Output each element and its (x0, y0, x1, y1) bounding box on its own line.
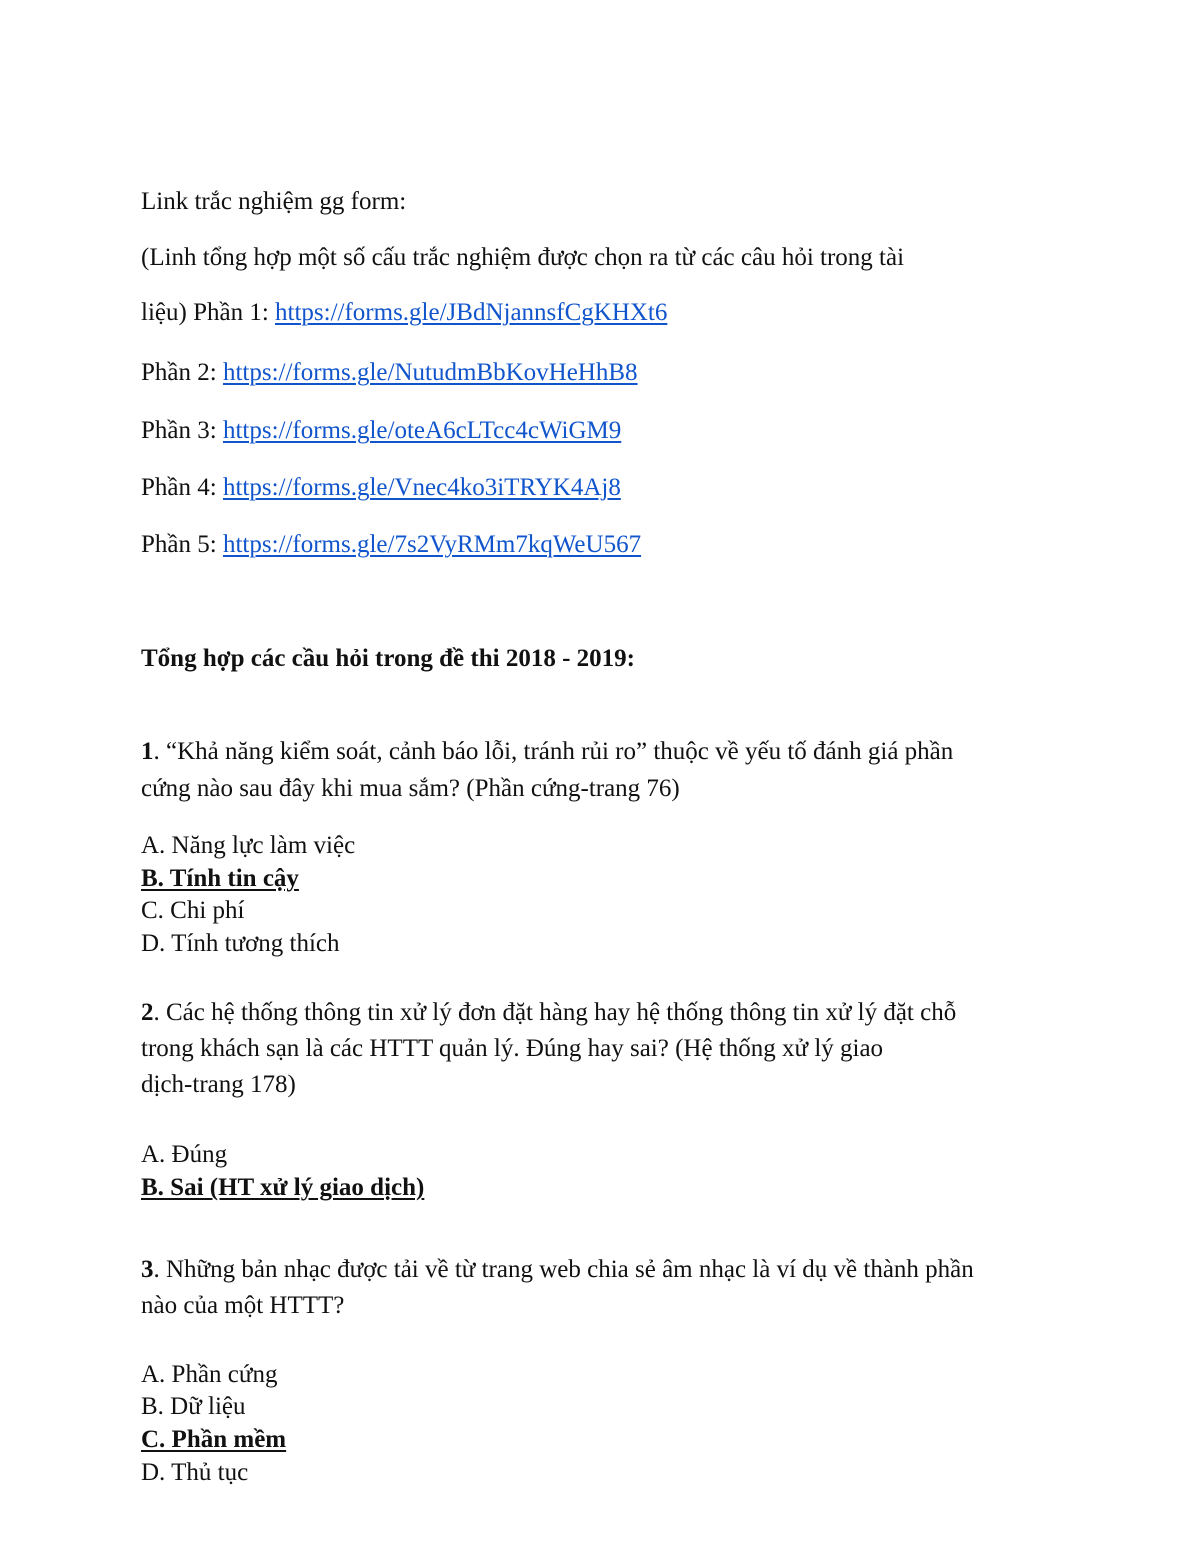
part-5-line (141, 530, 641, 560)
part-4-line (141, 473, 621, 503)
question-3-number: 3 (141, 1256, 154, 1283)
question-2-text: . Các hệ thống thông tin xử lý đơn đặt hàng hay hệ thống thông tin xử lý đặt chỗ (153, 999, 957, 1026)
question-1-option-b-correct: B. Tính tin cậy (141, 865, 299, 892)
question-1-line-1 (141, 737, 953, 767)
question-2-line-1 (141, 998, 956, 1028)
question-3-option-c-correct: C. Phần mềm (141, 1426, 287, 1453)
question-2-option-a: A. Đúng (141, 1141, 228, 1168)
part-1-label: liệu) Phần 1: (141, 299, 276, 326)
part-4-link[interactable]: https://forms.gle/Vnec4ko3iTRYK4Aj8 (222, 474, 621, 501)
question-3-option-b: B. Dữ liệu (141, 1393, 246, 1420)
section-heading: Tổng hợp các cầu hỏi trong đề thi 2018 - 2019: (141, 645, 635, 672)
part-3-label: Phần 3: (141, 417, 223, 444)
part-4-label: Phần 4: (141, 474, 223, 501)
part-3-line (141, 416, 621, 446)
question-3-text: . Những bản nhạc được tải về từ trang web chia sẻ âm nhạc là ví dụ về thành phần (153, 1256, 974, 1283)
question-2-line-3: dịch-trang 178) (141, 1071, 296, 1098)
question-1-line-2: cứng nào sau đây khi mua sắm? (Phần cứng-trang 76) (141, 775, 680, 802)
question-1-number: 1 (141, 738, 154, 765)
part-2-line (141, 358, 638, 388)
question-3-option-a: A. Phần cứng (141, 1361, 278, 1388)
question-3-line-1 (141, 1255, 974, 1285)
question-3-line-2: nào của một HTTT? (141, 1292, 345, 1319)
intro-title: Link trắc nghiệm gg form: (141, 188, 407, 215)
part-5-link[interactable]: https://forms.gle/7s2VyRMm7kqWeU567 (222, 531, 642, 558)
part-2-label: Phần 2: (141, 359, 223, 386)
intro-note-line-1: (Linh tổng hợp một số cấu trắc nghiệm được chọn ra từ các câu hỏi trong tài (141, 244, 905, 271)
question-1-text: . “Khả năng kiểm soát, cảnh báo lỗi, tránh rủi ro” thuộc về yếu tố đánh giá phần (153, 738, 954, 765)
question-1-option-c: C. Chi phí (141, 897, 245, 924)
part-3-link[interactable]: https://forms.gle/oteA6cLTcc4cWiGM9 (222, 417, 622, 444)
question-2-option-b-correct: B. Sai (HT xử lý giao dịch) (141, 1174, 425, 1201)
question-2-number: 2 (141, 999, 154, 1026)
part-1-link[interactable]: https://forms.gle/JBdNjannsfCgKHXt6 (275, 299, 668, 326)
part-2-link[interactable]: https://forms.gle/NutudmBbKovHeHhB8 (222, 359, 638, 386)
question-1-option-d: D. Tính tương thích (141, 930, 340, 957)
question-3-option-d: D. Thủ tục (141, 1459, 249, 1486)
intro-note-line-2 (141, 298, 667, 328)
question-1-option-a: A. Năng lực làm việc (141, 832, 356, 859)
question-2-line-2: trong khách sạn là các HTTT quản lý. Đúng hay sai? (Hệ thống xử lý giao (141, 1035, 884, 1062)
part-5-label: Phần 5: (141, 531, 223, 558)
